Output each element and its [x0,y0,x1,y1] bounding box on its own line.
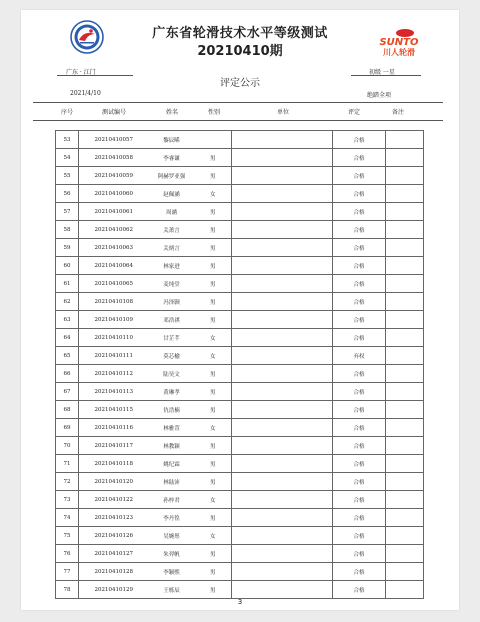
gender-cell: 男 [195,545,232,563]
table-row [56,311,424,329]
test-id-cell: 20210410111 [79,347,149,365]
unit-cell [232,311,333,329]
note-cell [386,167,424,185]
gender-cell: 女 [195,347,232,365]
table-row [56,383,424,401]
result-cell: 合格 [333,203,386,221]
gender-cell: 男 [195,221,232,239]
row-number-cell: 62 [56,293,79,311]
student-name-cell: 关萧言 [149,221,195,239]
row-number-cell: 65 [56,347,79,365]
unit-cell [232,185,333,203]
student-name-cell: 李睿谦 [149,149,195,167]
page-number: 3 [237,598,243,606]
unit-cell [232,491,333,509]
unit-cell [232,149,333,167]
student-name-cell: 黄琳孝 [149,383,195,401]
row-number-cell: 66 [56,365,79,383]
student-name-cell: 姚纪霖 [149,455,195,473]
result-cell: 合格 [333,545,386,563]
unit-cell [232,419,333,437]
test-event: 绝踏全项 [367,92,392,99]
document-title: 广东省轮滑技术水平等级测试 [152,26,328,41]
result-cell: 合格 [333,491,386,509]
test-id-cell: 20210410109 [79,311,149,329]
test-id-cell: 20210410065 [79,275,149,293]
row-number-cell: 63 [56,311,79,329]
result-cell: 合格 [333,257,386,275]
row-number-cell: 68 [56,401,79,419]
student-name-cell: 林雅萱 [149,419,195,437]
table-row [56,203,424,221]
unit-cell [232,563,333,581]
note-cell [386,563,424,581]
test-id-cell: 20210410112 [79,365,149,383]
student-name-cell: 林教颖 [149,437,195,455]
unit-cell [232,401,333,419]
column-header-gender: 性别 [207,109,221,116]
note-cell [386,257,424,275]
gender-cell: 男 [195,383,232,401]
result-cell: 合格 [333,329,386,347]
result-cell: 合格 [333,131,386,149]
row-number-cell: 73 [56,491,79,509]
unit-cell [232,581,333,599]
result-cell: 合格 [333,527,386,545]
table-row [56,401,424,419]
unit-cell [232,347,333,365]
result-cell: 合格 [333,293,386,311]
table-row [56,149,424,167]
gender-cell: 男 [195,563,232,581]
student-name-cell: 赵佩涵 [149,185,195,203]
student-name-cell: 黎辰晞 [149,131,195,149]
student-name-cell: 林家进 [149,257,195,275]
result-cell: 合格 [333,221,386,239]
table-row [56,131,424,149]
note-cell [386,455,424,473]
row-number-cell: 59 [56,239,79,257]
unit-cell [232,527,333,545]
note-cell [386,185,424,203]
result-cell: 合格 [333,185,386,203]
gender-cell: 男 [195,149,232,167]
table-row [56,185,424,203]
note-cell [386,527,424,545]
test-id-cell: 20210410115 [79,401,149,419]
row-number-cell: 55 [56,167,79,185]
table-row [56,455,424,473]
unit-cell [232,473,333,491]
test-id-cell: 20210410060 [79,185,149,203]
unit-cell [232,221,333,239]
test-id-cell: 20210410122 [79,491,149,509]
table-row [56,347,424,365]
gender-cell: 男 [195,401,232,419]
note-cell [386,509,424,527]
column-header-result: 评定 [347,109,361,116]
result-cell: 合格 [333,509,386,527]
test-id-cell: 20210410113 [79,383,149,401]
test-id-cell: 20210410127 [79,545,149,563]
result-cell: 合格 [333,167,386,185]
gender-cell: 男 [195,293,232,311]
note-cell [386,419,424,437]
note-cell [386,347,424,365]
result-cell: 弃权 [333,347,386,365]
gender-cell [195,131,232,149]
note-cell [386,275,424,293]
table-row [56,329,424,347]
note-cell [386,239,424,257]
student-name-cell: 朱羿帆 [149,545,195,563]
table-row [56,437,424,455]
student-name-cell: 陆昊文 [149,365,195,383]
table-row [56,167,424,185]
table-row [56,563,424,581]
test-id-cell: 20210410123 [79,509,149,527]
row-number-cell: 78 [56,581,79,599]
student-name-cell: 李丹徨 [149,509,195,527]
note-cell [386,131,424,149]
gender-cell: 男 [195,365,232,383]
unit-cell [232,383,333,401]
gender-cell: 女 [195,419,232,437]
table-header [21,102,459,120]
note-cell [386,293,424,311]
gender-cell: 女 [195,491,232,509]
gender-cell: 男 [195,257,232,275]
result-cell: 合格 [333,401,386,419]
student-name-cell: 关炳言 [149,239,195,257]
column-header-no: 序号 [60,109,74,116]
test-id-cell: 20210410061 [79,203,149,221]
test-id-cell: 20210410117 [79,437,149,455]
row-number-cell: 71 [56,455,79,473]
unit-cell [232,365,333,383]
test-id-cell: 20210410064 [79,257,149,275]
gender-cell: 男 [195,509,232,527]
gender-cell: 男 [195,275,232,293]
student-name-cell: 甘芷芊 [149,329,195,347]
gender-cell: 男 [195,311,232,329]
column-header-note: 备注 [391,109,405,116]
note-cell [386,149,424,167]
test-location: 广东 · 江门 [66,69,96,76]
test-id-cell: 20210410120 [79,473,149,491]
table-row [56,473,424,491]
student-name-cell: 林陆沛 [149,473,195,491]
gender-cell: 男 [195,455,232,473]
student-name-cell: 周涵 [149,203,195,221]
note-cell [386,491,424,509]
column-header-test-id: 测试编号 [101,109,127,116]
table-row [56,221,424,239]
column-header-name: 姓名 [165,109,179,116]
row-number-cell: 77 [56,563,79,581]
gender-cell: 男 [195,239,232,257]
row-number-cell: 61 [56,275,79,293]
unit-cell [232,239,333,257]
note-cell [386,473,424,491]
result-cell: 合格 [333,383,386,401]
unit-cell [232,437,333,455]
row-number-cell: 54 [56,149,79,167]
gender-cell: 男 [195,581,232,599]
note-cell [386,221,424,239]
gender-cell: 男 [195,473,232,491]
row-number-cell: 64 [56,329,79,347]
table-row [56,257,424,275]
table-row [56,545,424,563]
table-row [56,275,424,293]
table-row [56,581,424,599]
result-cell: 合格 [333,419,386,437]
unit-cell [232,509,333,527]
student-name-cell: 孙梓君 [149,491,195,509]
unit-cell [232,545,333,563]
table-row [56,365,424,383]
note-cell [386,311,424,329]
results-table [55,130,424,599]
gender-cell: 女 [195,329,232,347]
row-number-cell: 60 [56,257,79,275]
student-name-cell: 莫芯榆 [149,347,195,365]
row-number-cell: 76 [56,545,79,563]
note-cell [386,401,424,419]
row-number-cell: 57 [56,203,79,221]
table-row [56,491,424,509]
table-header-bottom-rule [33,120,443,121]
test-id-cell: 20210410118 [79,455,149,473]
row-number-cell: 70 [56,437,79,455]
unit-cell [232,329,333,347]
gender-cell: 男 [195,437,232,455]
sunto-logo-subtext: 川人轮滑 [383,48,415,57]
result-cell: 合格 [333,455,386,473]
student-name-cell: 麦纯堂 [149,275,195,293]
result-cell: 合格 [333,437,386,455]
table-row [56,509,424,527]
table-row [56,419,424,437]
test-id-cell: 20210410116 [79,419,149,437]
column-header-unit: 单位 [276,109,290,116]
result-cell: 合格 [333,239,386,257]
result-cell: 合格 [333,275,386,293]
note-cell [386,383,424,401]
note-cell [386,203,424,221]
test-id-cell: 20210410057 [79,131,149,149]
document-page [21,10,459,610]
student-name-cell: 李颖熙 [149,563,195,581]
test-date: 2021/4/10 [70,90,101,97]
result-cell: 合格 [333,563,386,581]
unit-cell [232,275,333,293]
row-number-cell: 72 [56,473,79,491]
result-cell: 合格 [333,149,386,167]
unit-cell [232,167,333,185]
test-id-cell: 20210410059 [79,167,149,185]
gender-cell: 男 [195,203,232,221]
grade-level: 初级 一星 [369,69,395,76]
result-cell: 合格 [333,311,386,329]
unit-cell [232,455,333,473]
note-cell [386,437,424,455]
result-cell: 合格 [333,473,386,491]
table-row [56,293,424,311]
note-cell [386,581,424,599]
row-number-cell: 69 [56,419,79,437]
row-number-cell: 75 [56,527,79,545]
test-id-cell: 20210410108 [79,293,149,311]
test-id-cell: 20210410062 [79,221,149,239]
row-number-cell: 56 [56,185,79,203]
row-number-cell: 67 [56,383,79,401]
test-id-cell: 20210410126 [79,527,149,545]
gender-cell: 男 [195,167,232,185]
result-cell: 合格 [333,365,386,383]
gender-cell: 女 [195,527,232,545]
note-cell [386,545,424,563]
unit-cell [232,203,333,221]
row-number-cell: 74 [56,509,79,527]
student-name-cell: 邓浩祺 [149,311,195,329]
result-cell: 合格 [333,581,386,599]
row-number-cell: 58 [56,221,79,239]
test-id-cell: 20210410058 [79,149,149,167]
table-row [56,527,424,545]
table-row [56,239,424,257]
note-cell [386,329,424,347]
document-period: 20210410期 [197,44,283,59]
test-id-cell: 20210410110 [79,329,149,347]
test-id-cell: 20210410063 [79,239,149,257]
test-id-cell: 20210410128 [79,563,149,581]
student-name-cell: 冯泽颢 [149,293,195,311]
student-name-cell: 仇诰楠 [149,401,195,419]
student-name-cell: 阿赫罗亚强 [149,167,195,185]
unit-cell [232,293,333,311]
unit-cell [232,131,333,149]
announcement-subtitle: 评定公示 [220,78,260,89]
student-name-cell: 王栎辰 [149,581,195,599]
unit-cell [232,257,333,275]
note-cell [386,365,424,383]
student-name-cell: 吴婉彤 [149,527,195,545]
gender-cell: 女 [195,185,232,203]
sunto-logo-text: SUNTO [379,37,419,48]
row-number-cell: 53 [56,131,79,149]
test-id-cell: 20210410129 [79,581,149,599]
